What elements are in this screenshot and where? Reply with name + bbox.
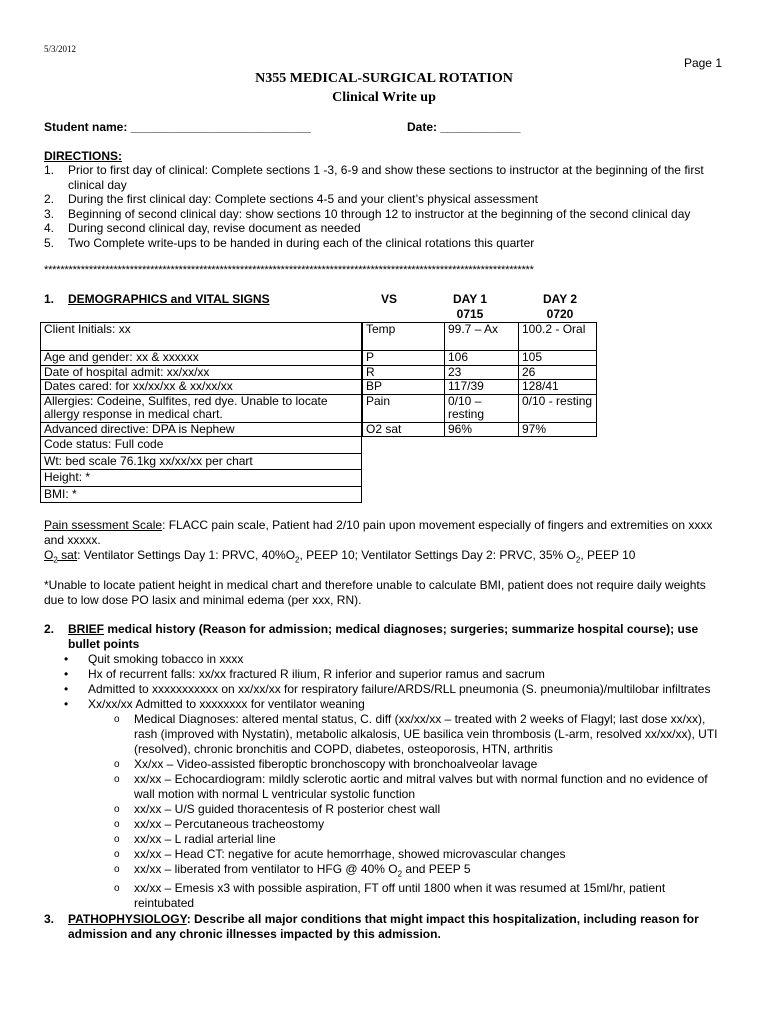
sub-list-item: o xx/xx – Head CT: negative for acute hemorrhage, showed microvascular changes [114, 847, 566, 861]
vital-day2: 0/10 - resting [519, 394, 597, 422]
sub-list-item: o xx/xx – U/S guided thoracentesis of R posterior chest wall [114, 802, 441, 816]
date-field: Date: ____________ [407, 120, 521, 134]
vital-name: Pain [363, 394, 445, 422]
vital-day1: 0/10 – resting [445, 394, 519, 422]
pain-label: Pain ssessment Scale [44, 518, 163, 532]
table-row [41, 351, 362, 366]
direction-item: 3. Beginning of second clinical day: show sections 10 through 12 to instructor at the beginning of the second clinical day [44, 206, 691, 221]
table-row [41, 453, 362, 470]
table-row [41, 486, 362, 503]
direction-item: 1. Prior to first day of clinical: Complete sections 1 -3, 6-9 and show these sections to instructor at the beginning of the first clinical day [44, 163, 704, 192]
medical-history-list [44, 652, 724, 911]
demographics-cell: Height: * [41, 470, 362, 487]
vital-signs-table [362, 322, 597, 437]
vital-day1: 106 [445, 351, 519, 366]
demographics-cell: Dates cared: for xx/xx/xx & xx/xx/xx [41, 380, 362, 395]
direction-item: 4. During second clinical day, revise document as needed [44, 221, 361, 236]
table-row [41, 470, 362, 487]
vital-day2: 97% [519, 422, 597, 437]
demographics-cell: Wt: bed scale 76.1kg xx/xx/xx per chart [41, 453, 362, 470]
list-item: • Admitted to xxxxxxxxxxx on xx/xx/xx for respiratory failure/ARDS/RLL pneumonia (S. pneumonia)/multilobar infiltrates [64, 682, 711, 696]
vital-name: BP [363, 380, 445, 395]
day2-header: DAY 2 0720 [542, 292, 578, 321]
table-row [363, 380, 597, 395]
table-row [41, 437, 362, 454]
directions-heading: DIRECTIONS: [44, 149, 122, 163]
table-row [363, 422, 597, 437]
list-item: • Hx of recurrent falls: xx/xx fractured R ilium, R inferior and superior ramus and sacrum [64, 667, 545, 681]
page-number: Page 1 [683, 56, 722, 70]
demographics-cell: Allergies: Codeine, Sulfites, red dye. Unable to locate allergy response in medical chart. [41, 394, 362, 422]
demographics-cell: Code status: Full code [41, 437, 362, 454]
vital-name: R [363, 365, 445, 380]
direction-item: 5. Two Complete write-ups to be handed in during each of the clinical rotations this quarter [44, 235, 535, 250]
separator-line: ************************************************************************************************************************ [44, 264, 534, 276]
table-row [41, 365, 362, 380]
demographics-cell: Advanced directive: DPA is Nephew [41, 422, 362, 437]
sub-list-item: o xx/xx – Percutaneous tracheostomy [114, 817, 325, 831]
vital-day2: 26 [519, 365, 597, 380]
section-3-heading: 3. PATHOPHYSIOLOGY: Describe all major conditions that might impact this hospitalization, including reason for admission and any chronic illnesses impacted by this admission. [44, 912, 699, 941]
bmi-note: *Unable to locate patient height in medical chart and therefore unable to calculate BMI, patient does not require daily weights due to low dose PO lasix and minimal edema (per xxx, RN). [44, 578, 706, 607]
vital-name: O2 sat [363, 422, 445, 437]
day1-header: DAY 1 0715 [452, 292, 488, 321]
vital-day2: 100.2 - Oral [519, 323, 597, 351]
demographics-table [40, 322, 362, 503]
table-row [41, 323, 362, 351]
vital-name: P [363, 351, 445, 366]
vital-name: Temp [363, 323, 445, 351]
demographics-cell: Date of hospital admit: xx/xx/xx [41, 365, 362, 380]
vital-day2: 105 [519, 351, 597, 366]
table-row [363, 365, 597, 380]
sub-list-item: o xx/xx – liberated from ventilator to HFG @ 40% $O_2$ and PEEP 5 [114, 862, 471, 879]
sub-list-item: o xx/xx – Echocardiogram: mildly sclerotic aortic and mitral valves but with normal function and no evidence of wall motion with normal L ventricular systolic function [114, 772, 708, 801]
sub-list-item: o xx/xx – Emesis x3 with possible aspiration, FT off until 1800 when it was resumed at 15ml/hr, patient reintubated [114, 881, 666, 911]
table-row [41, 380, 362, 395]
list-item: • Xx/xx/xx Admitted to xxxxxxxx for ventilator weaning [64, 697, 365, 711]
pain-assessment: Pain ssessment Scale: FLACC pain scale, Patient had 2/10 pain upon movement especially of fingers and extremities on xxxx and xxxxx. [44, 518, 713, 547]
print-date: 5/3/2012 [44, 44, 77, 54]
list-item: • Quit smoking tobacco in xxxx [64, 652, 244, 666]
sub-list-item: o xx/xx – L radial arterial line [114, 832, 276, 846]
section-2-heading: 2. BRIEF medical history (Reason for admission; medical diagnoses; surgeries; summarize hospital course); use bullet points [44, 622, 699, 651]
table-row [363, 323, 597, 351]
vital-day2: 128/41 [519, 380, 597, 395]
vital-day1: 117/39 [445, 380, 519, 395]
demographics-cell: Age and gender: xx & xxxxxx [41, 351, 362, 366]
section-1-number: 1. [44, 292, 55, 306]
table-row [363, 394, 597, 422]
o2-sat-line: $O_2$ sat: Ventilator Settings Day 1: PRVC, $40\%O_2$, PEEP 10; Ventilator Settings Day 2: PRVC, 35% $O_2$, PEEP 10 [44, 548, 636, 565]
sub-list-item: o Xx/xx – Video-assisted fiberoptic bronchoscopy with bronchoalveolar lavage [114, 757, 538, 771]
direction-item: 2. During the first clinical day: Complete sections 4-5 and your client’s physical assessment [44, 192, 538, 207]
sub-list-item: o Medical Diagnoses: altered mental status, C. diff (xx/xx/xx – treated with 2 weeks of Flagyl; last dose xx/xx), rash (improved with Nystatin), metabolic alkalosis, UE basilica vein thrombosis (L-arm, resolved xx/xx/xx), UTI (resolved), chronic bronchitis and COPD, diabetes, osteoporosis, HTN, arthritis [114, 712, 718, 756]
table-row [41, 394, 362, 422]
vital-day1: 23 [445, 365, 519, 380]
section-1-title: DEMOGRAPHICS and VITAL SIGNS [68, 292, 270, 306]
vital-day1: 99.7 – Ax [445, 323, 519, 351]
demographics-cell: BMI: * [41, 486, 362, 503]
directions-list [44, 163, 734, 251]
vital-day1: 96% [445, 422, 519, 437]
table-row [363, 351, 597, 366]
student-name-field: Student name: ___________________________ [44, 120, 311, 134]
document-subtitle: Clinical Write up [332, 90, 436, 105]
vs-header: VS [380, 292, 397, 306]
table-row [41, 422, 362, 437]
o2-label: $O_2$ sat [44, 548, 78, 565]
demographics-cell: Client Initials: xx [41, 323, 362, 351]
document-title: N355 MEDICAL-SURGICAL ROTATION [255, 71, 513, 86]
